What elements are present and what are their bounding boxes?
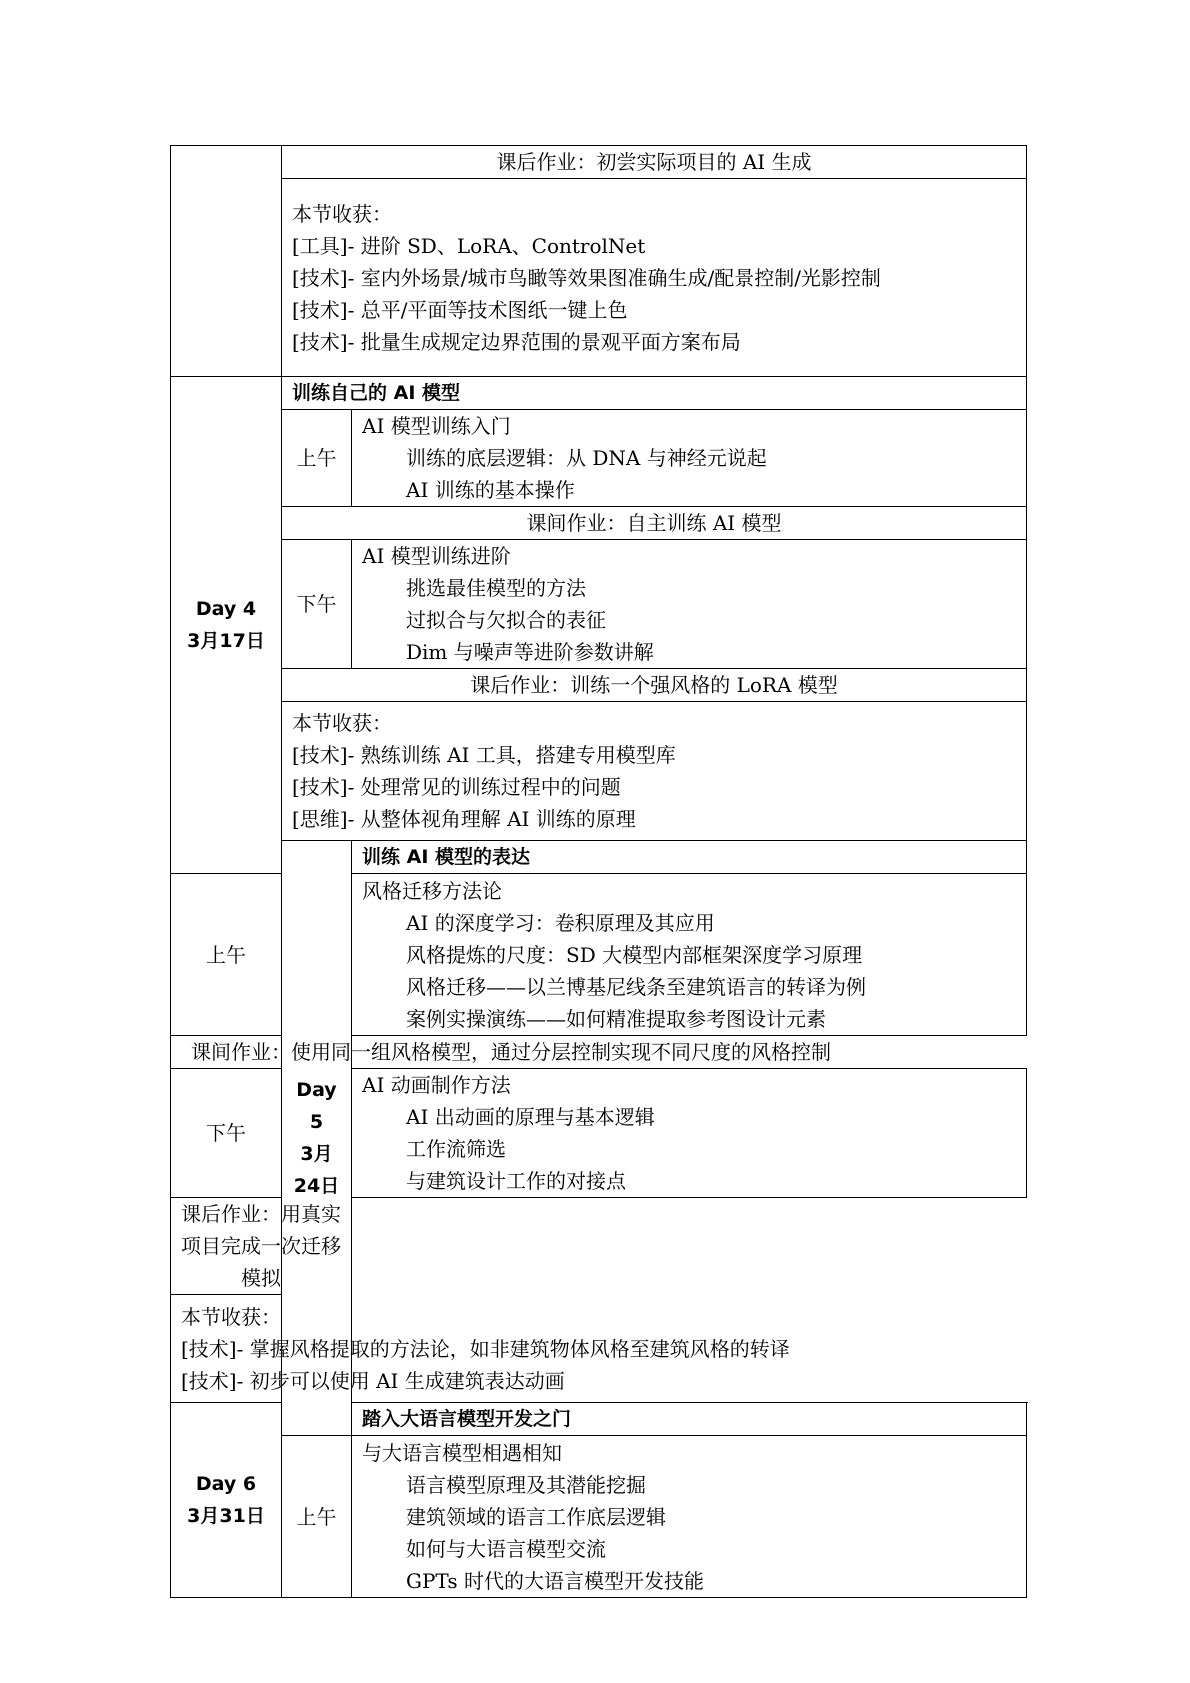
period-morning: 上午	[171, 874, 282, 1036]
topic-title: 训练自己的 AI 模型	[282, 377, 1027, 410]
course-schedule-table	[170, 145, 1027, 1598]
session-item: 风格迁移——以兰博基尼线条至建筑语言的转译为例	[406, 974, 866, 999]
session-item: AI 训练的基本操作	[406, 478, 575, 502]
gains-line: [思维]- 从整体视角理解 AI 训练的原理	[292, 807, 636, 831]
topic-title: 训练 AI 模型的表达	[352, 841, 1027, 874]
day-label: Day 6	[195, 1473, 257, 1495]
session-heading: AI 模型训练进阶	[362, 544, 511, 568]
period-morning: 上午	[282, 410, 352, 507]
period-morning: 上午	[282, 1436, 352, 1598]
day-label: Day 5	[296, 1079, 337, 1133]
period-afternoon: 下午	[171, 1069, 282, 1198]
homework-row: 课后作业：初尝实际项目的 AI 生成	[282, 146, 1027, 179]
session-heading: AI 动画制作方法	[362, 1073, 511, 1097]
session-item: 语言模型原理及其潜能挖掘	[406, 1472, 646, 1497]
homework-row: 课后作业：训练一个强风格的 LoRA 模型	[282, 669, 1027, 702]
session-heading: AI 模型训练入门	[362, 414, 511, 438]
session-heading: 风格迁移方法论	[362, 878, 502, 903]
session-item: Dim 与噪声等进阶参数讲解	[406, 640, 654, 664]
day-date: 3月24日	[293, 1143, 340, 1197]
session-item: GPTs 时代的大语言模型开发技能	[406, 1568, 704, 1593]
session-item: 如何与大语言模型交流	[406, 1536, 606, 1561]
gains-line: [技术]- 批量生成规定边界范围的景观平面方案布局	[292, 329, 741, 354]
day-date: 3月17日	[187, 630, 265, 652]
gains-line: 本节收获：	[292, 711, 392, 735]
topic-title: 踏入大语言模型开发之门	[352, 1403, 1027, 1436]
day-date: 3月31日	[187, 1505, 265, 1527]
session-content	[352, 1436, 1027, 1598]
gains-line: [技术]- 室内外场景/城市鸟瞰等效果图准确生成/配景控制/光影控制	[292, 265, 881, 290]
session-heading: 与大语言模型相遇相知	[362, 1440, 562, 1465]
gains-line: [技术]- 掌握风格提取的方法论，如非建筑物体风格至建筑风格的转译	[181, 1336, 790, 1361]
day-cell-continued	[171, 146, 282, 377]
session-item: 工作流筛选	[406, 1137, 506, 1161]
gains-line: [技术]- 初步可以使用 AI 生成建筑表达动画	[181, 1368, 565, 1393]
gains-line: 本节收获：	[292, 201, 392, 226]
session-item: 与建筑设计工作的对接点	[406, 1169, 626, 1193]
session-item: 案例实操演练——如何精准提取参考图设计元素	[406, 1006, 826, 1031]
session-item: AI 出动画的原理与基本逻辑	[406, 1105, 655, 1129]
period-afternoon: 下午	[282, 540, 352, 669]
session-item: AI 的深度学习：卷积原理及其应用	[406, 910, 715, 935]
session-item: 过拟合与欠拟合的表征	[406, 608, 606, 632]
session-content	[352, 540, 1027, 669]
session-item: 风格提炼的尺度：SD 大模型内部框架深度学习原理	[406, 942, 863, 967]
day-cell-day6	[171, 1403, 282, 1598]
session-content	[352, 874, 1027, 1036]
day-label: Day 4	[195, 598, 257, 620]
session-item: 训练的底层逻辑：从 DNA 与神经元说起	[406, 446, 767, 470]
session-item: 建筑领域的语言工作底层逻辑	[406, 1504, 666, 1529]
gains-cell	[282, 179, 1027, 377]
session-content	[352, 1069, 1027, 1198]
gains-line: [技术]- 总平/平面等技术图纸一键上色	[292, 297, 628, 322]
gains-cell	[282, 702, 1027, 841]
gains-cell	[171, 1295, 790, 1403]
session-item: 挑选最佳模型的方法	[406, 576, 586, 600]
break-homework: 课间作业：自主训练 AI 模型	[282, 507, 1027, 540]
session-content	[352, 410, 1027, 507]
homework-row: 课后作业：用真实项目完成一次迁移模拟	[171, 1198, 352, 1295]
gains-line: 本节收获：	[181, 1304, 281, 1329]
break-homework: 课间作业：使用同一组风格模型，通过分层控制实现不同尺度的风格控制	[171, 1036, 352, 1069]
gains-line: [工具]- 进阶 SD、LoRA、ControlNet	[292, 233, 646, 258]
day-cell-day4	[171, 377, 282, 874]
gains-line: [技术]- 处理常见的训练过程中的问题	[292, 775, 621, 799]
gains-line: [技术]- 熟练训练 AI 工具，搭建专用模型库	[292, 743, 676, 767]
